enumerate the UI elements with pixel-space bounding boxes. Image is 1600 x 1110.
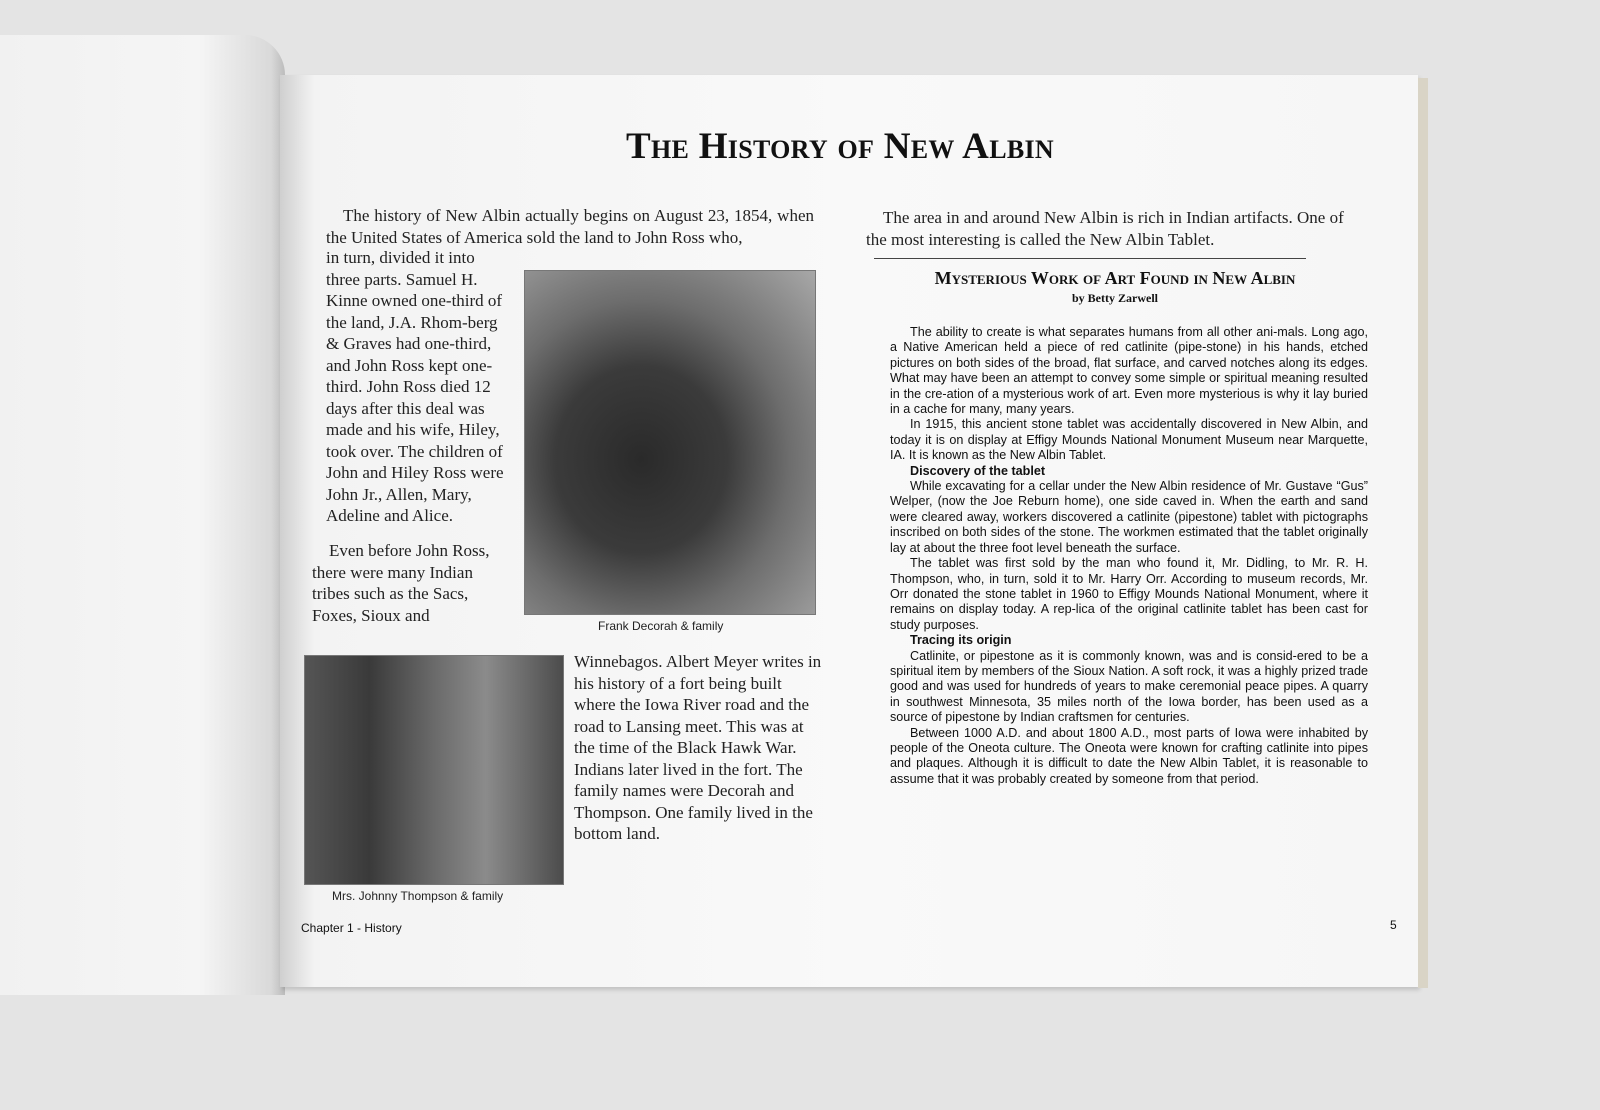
article-title: Mysterious Work of Art Found in New Albin xyxy=(934,268,1296,288)
page-number: 5 xyxy=(1390,918,1397,932)
left-beside-photo-2: Even before John Ross, there were many Indian tribes such as the Sacs, Foxes, Sioux and xyxy=(312,541,490,625)
article-subheading: Discovery of the tablet xyxy=(910,463,1046,478)
left-page xyxy=(0,35,285,995)
page-edge xyxy=(1418,78,1428,988)
photo-caption: Frank Decorah & family xyxy=(598,619,724,633)
chapter-footer: Chapter 1 - History xyxy=(301,921,402,935)
article-subheading: Tracing its origin xyxy=(910,633,1012,648)
photo-frank-decorah-family xyxy=(524,270,816,615)
photo-caption: Mrs. Johnny Thompson & family xyxy=(332,889,504,903)
article-paragraph: While excavating for a cellar under the New Albin residence of Mr. Gustave “Gus” Welper, (now the Joe Reburn home), one side caved in. When the earth and sand were cleared away, workers discovered a catlinite (pipestone) tablet with pictographs inscribed on both sides of the stone. The workmen estimated that the tablet originally lay at about the three foot level beneath the surface. xyxy=(890,479,1368,555)
left-beside-photo: in turn, divided it into three parts. Samuel H. Kinne owned one-third of the land, J.A. Rhom-berg & Graves had one-third, and John Ross kept one-third. John Ross died 12 days after this deal was made and his wife, Hiley, took over. The children of John and Hiley Ross were John Jr., Allen, Mary, Adeline and Alice. xyxy=(326,248,504,525)
article-paragraph: The ability to create is what separates humans from all other ani-mals. Long ago, a Native American held a piece of red catlinite (pipe-stone) in his hands, etched pictures on both sides of the broad, flat surface, and carved notches along its edges. What may have been an attempt to convey some simple or spiritual meaning resulted in the cre-ation of a mysterious work of art. Even more mysterious is why it lay buried in a cache for many, many years. xyxy=(890,325,1368,417)
article-paragraph: Between 1000 A.D. and about 1800 A.D., most parts of Iowa were inhabited by people of the Oneota culture. The Oneota were known for crafting catlinite into pipes and plaques. Although it is difficult to date the New Albin Tablet, it is reasonable to assume that it was probably created by someone from that period. xyxy=(890,725,1368,786)
page-title: The History of New Albin xyxy=(626,126,1054,167)
left-intro: The history of New Albin actually begins on August 23, 1854, when the United States of America sold the land to John Ross who, xyxy=(326,206,814,247)
byline: by Betty Zarwell xyxy=(1072,291,1158,305)
article-paragraph: Catlinite, or pipestone as it is commonly known, was and is consid-ered to be a spiritual item by members of the Sioux Nation. A soft rock, it was a highly prized trade good and was used for hundreds of years to make ceremonial peace pipes. A quarry in southwest Minnesota, 35 miles north of the Iowa border, has been used as a source of pipestone by Indian craftsmen for centuries. xyxy=(890,648,1368,725)
left-continued: Winnebagos. Albert Meyer writes in his history of a fort being built where the Iowa River road and the road to Lansing meet. This was at the time of the Black Hawk War. Indians later lived in the fort. The family names were Decorah and Thompson. One family lived in the bottom land. xyxy=(574,652,822,843)
article-body xyxy=(890,325,1368,787)
divider xyxy=(874,258,1306,259)
article-paragraph: The tablet was first sold by the man who found it, Mr. Didling, to Mr. R. H. Thompson, who, in turn, sold it to Mr. Harry Orr. According to museum records, Mr. Orr donated the stone tablet in 1960 to Effigy Mounds National Monument, where it remains on display today. A rep-lica of the original catlinite tablet has been cast for study purposes. xyxy=(890,556,1368,632)
article-paragraph: In 1915, this ancient stone tablet was accidentally discovered in New Albin, and today it is on display at Effigy Mounds National Monument Museum near Marquette, IA. It is known as the New Albin Tablet. xyxy=(890,417,1368,463)
photo-thompson-family xyxy=(304,655,564,885)
right-intro: The area in and around New Albin is rich in Indian artifacts. One of the most interesting is called the New Albin Tablet. xyxy=(866,208,1344,249)
